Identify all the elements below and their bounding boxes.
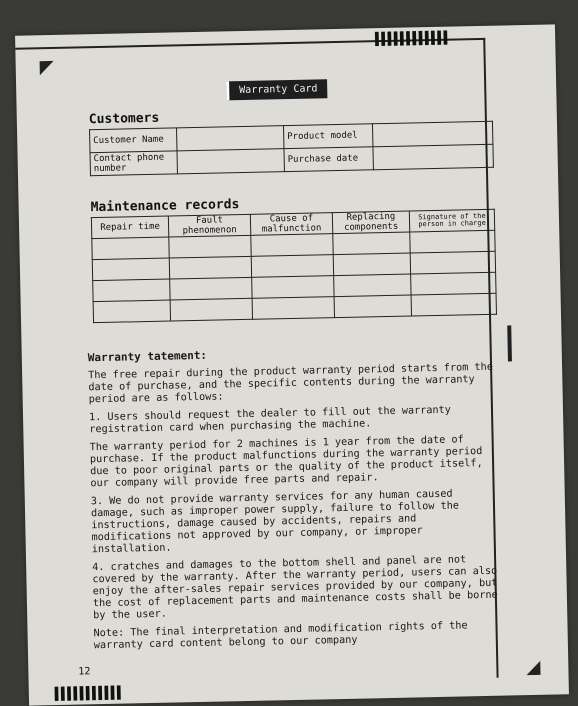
contact-phone-cell[interactable] (177, 149, 284, 174)
decorative-stripes-bottom: ▌▌▌▌▌▌▌▌▌▌▌ (54, 685, 124, 702)
table-cell[interactable] (411, 293, 496, 316)
table-cell[interactable] (92, 258, 169, 281)
table-cell[interactable] (334, 274, 411, 297)
statement-paragraph: The warranty period for 2 machines is 1 year from the date of purchase. If the product malfunctions during the warranty period due to poor original parts or the quality of the product itself, our company will provide free parts and repair. (89, 434, 483, 490)
product-model-label: Product model (283, 124, 372, 149)
table-cell[interactable] (333, 253, 410, 276)
table-cell[interactable] (252, 297, 334, 320)
col-replacing-components: Replacing components (332, 211, 409, 234)
col-signature: Signature of the person in charge (409, 209, 494, 232)
side-mark (507, 325, 512, 361)
table-cell[interactable] (92, 237, 169, 260)
maintenance-heading: Maintenance records (90, 197, 240, 216)
customer-name-cell[interactable] (177, 126, 284, 151)
table-cell[interactable] (334, 295, 411, 318)
booklet-page (15, 24, 569, 705)
statement-title: Warranty tatement: (87, 348, 208, 365)
table-cell[interactable] (251, 255, 333, 278)
corner-triangle-top (40, 61, 54, 75)
table-cell[interactable] (411, 272, 496, 295)
col-fault-phenomenon: Fault phenomenon (168, 214, 250, 237)
customers-table (89, 121, 494, 176)
product-model-cell[interactable] (372, 121, 492, 147)
table-cell[interactable] (93, 300, 170, 323)
table-cell[interactable] (410, 230, 495, 253)
warranty-statement (88, 344, 502, 658)
table-cell[interactable] (333, 232, 410, 255)
warranty-card-title: Warranty Card (226, 79, 328, 100)
statement-paragraph: 3. We do not provide warranty services for any human caused damage, such as improper power supply, failure to follow the instructions, damage caused by accidents, repairs and modifications not approved by our company, or improper installation. (90, 488, 460, 556)
statement-paragraph: The free repair during the product warranty period starts from the date of purchase, and the specific contents during the warranty period are as follows: (88, 361, 494, 406)
corner-triangle-bottom (526, 661, 540, 675)
col-cause-of-malfunction: Cause of malfunction (250, 213, 332, 236)
contact-phone-label: Contact phone number (90, 151, 177, 176)
table-cell[interactable] (93, 279, 170, 302)
table-cell[interactable] (252, 276, 334, 299)
decorative-stripes-top: ▌▌▌▌▌▌▌▌▌▌▌▌ (375, 30, 451, 47)
page-number: 12 (78, 666, 91, 678)
statement-note: Note: The final interpretation and modification rights of the warranty card content belong to our company (93, 620, 468, 652)
customers-heading: Customers (88, 110, 160, 128)
purchase-date-label: Purchase date (284, 147, 373, 172)
statement-paragraph: 1. Users should request the dealer to fill out the warranty registration card when purchasing the machine. (88, 404, 451, 436)
customer-name-label: Customer Name (90, 128, 177, 153)
statement-paragraph: 4. cratches and damages to the bottom shell and panel are not covered by the warranty. After the warranty period, users can also enjoy the after-sales repair services provided by our company, but the cost of replacement parts and maintenance costs shall be borne by the user. (92, 554, 498, 622)
col-repair-time: Repair time (91, 216, 168, 239)
maintenance-table (91, 209, 497, 323)
table-cell[interactable] (170, 298, 252, 321)
table-cell[interactable] (169, 256, 251, 279)
table-cell[interactable] (410, 251, 495, 274)
table-cell[interactable] (169, 235, 251, 258)
purchase-date-cell[interactable] (373, 144, 493, 170)
table-cell[interactable] (170, 277, 252, 300)
table-cell[interactable] (251, 234, 333, 257)
